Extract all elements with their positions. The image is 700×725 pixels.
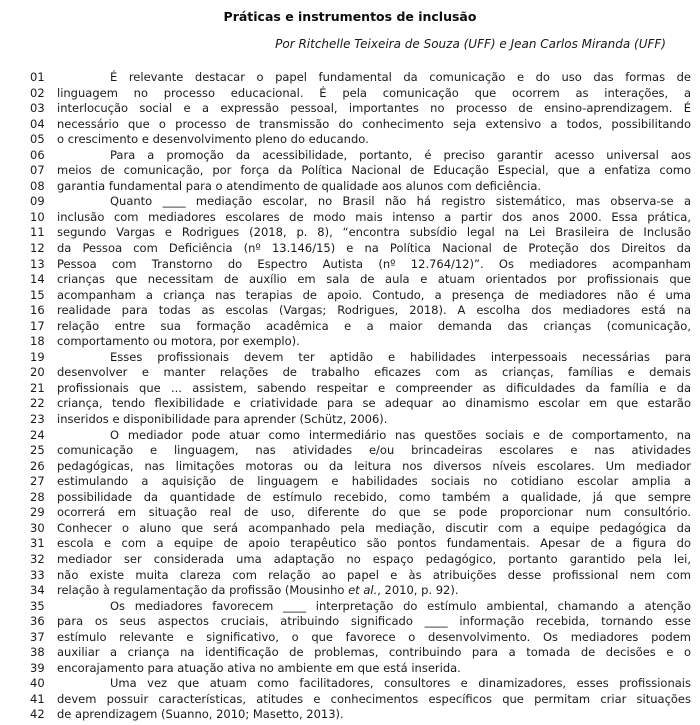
line-number: 26 (30, 458, 45, 473)
line-text (57, 179, 691, 195)
line-number: 38 (30, 645, 45, 660)
text-segment: linguagem no processo educacional. É pela comunicação que ocorrem as interações, a (57, 85, 691, 100)
line-text (57, 707, 691, 723)
text-segment: Os mediadores favorecem ____ interpretação do estímulo ambiental, chamando a atenção (110, 598, 691, 613)
line-number: 12 (30, 241, 45, 256)
text-line (30, 148, 691, 164)
line-number: 07 (30, 163, 45, 178)
text-line (30, 552, 691, 568)
text-segment: criança, tendo flexibilidade e criatividade para se adequar ao dinamismo escolar em que estarão (57, 396, 691, 411)
line-text (57, 365, 691, 381)
byline: Por Ritchelle Teixeira de Souza (UFF) e Jean Carlos Miranda (UFF) (275, 37, 666, 51)
line-text (57, 676, 691, 692)
text-line (30, 225, 691, 241)
line-text (57, 117, 691, 133)
text-line (30, 101, 691, 117)
text-segment: Conhecer o aluno que será acompanhado pela mediação, discutir com a equipe pedagógica da (57, 520, 691, 535)
line-number: 37 (30, 629, 45, 644)
text-segment: O mediador pode atuar como intermediário nas questões sociais e de comportamento, na (110, 427, 691, 442)
text-segment: encorajamento para atuação ativa no ambiente em que está inserida. (57, 660, 461, 675)
line-text (57, 428, 691, 444)
text-body (0, 70, 700, 723)
text-line (30, 630, 691, 646)
text-line (30, 707, 691, 723)
line-text (57, 194, 691, 210)
text-line (30, 676, 691, 692)
line-number: 02 (30, 85, 45, 100)
text-line (30, 661, 691, 677)
text-segment: relação à regulamentação da profissão (Mousinho (57, 583, 349, 598)
text-segment: inseridos e disponibilidade para aprender (Schütz, 2006). (57, 412, 388, 427)
text-segment: relação entre sua formação acadêmica e a maior demanda das crianças (comunicação, (57, 318, 691, 333)
text-segment: para os seus aspectos cruciais, atribuindo significado ____ informação recebida, tornando esse (57, 614, 691, 629)
line-text (57, 210, 691, 226)
text-line (30, 241, 691, 257)
text-line (30, 288, 691, 304)
text-line (30, 412, 691, 428)
line-number: 36 (30, 614, 45, 629)
text-line (30, 505, 691, 521)
line-text (57, 86, 691, 102)
line-text (57, 241, 691, 257)
text-line (30, 117, 691, 133)
text-line (30, 70, 691, 86)
line-text (57, 490, 691, 506)
line-text (57, 70, 691, 86)
text-line (30, 381, 691, 397)
text-line (30, 303, 691, 319)
line-number: 40 (30, 676, 45, 691)
text-line (30, 428, 691, 444)
text-line (30, 210, 691, 226)
text-line (30, 350, 691, 366)
text-line (30, 319, 691, 335)
line-number: 19 (30, 349, 45, 364)
line-text (57, 334, 691, 350)
line-text (57, 148, 691, 164)
line-text (57, 412, 691, 428)
line-number: 18 (30, 334, 45, 349)
text-segment: inclusão com mediadores escolares de modo mais intenso a partir dos anos 2000. Essa prática, (57, 209, 691, 224)
line-text (57, 630, 691, 646)
text-line (30, 179, 691, 195)
line-text (57, 583, 691, 599)
line-text (57, 645, 691, 661)
text-line (30, 583, 691, 599)
line-number: 39 (30, 660, 45, 675)
line-number: 35 (30, 598, 45, 613)
line-number: 01 (30, 70, 45, 84)
text-segment: realidade para todas as escolas (Vargas; Rodrigues, 2018). A escolha dos mediadores está na (57, 303, 691, 318)
text-segment: comportamento ou motora, por exemplo). (57, 334, 300, 349)
line-number: 30 (30, 520, 45, 535)
text-line (30, 272, 691, 288)
text-segment: auxiliar a criança na identificação de problemas, contribuindo para a tomada de decisões e o (57, 645, 691, 660)
text-segment: desenvolver e manter relações de trabalho eficazes com as crianças, famílias e demais (57, 365, 691, 380)
text-segment: Quanto ____ mediação escolar, no Brasil não há registro sistemático, mas observa-se a (110, 194, 691, 209)
line-text (57, 396, 691, 412)
line-number: 32 (30, 551, 45, 566)
line-number: 29 (30, 505, 45, 520)
text-line (30, 86, 691, 102)
text-line (30, 645, 691, 661)
text-segment: Esses profissionais devem ter aptidão e habilidades interpessoais necessárias para (110, 349, 691, 364)
text-segment: crianças que necessitam de auxílio em sala de aula e atuam orientados por profissionais que (57, 272, 691, 287)
line-number: 14 (30, 272, 45, 287)
text-line (30, 163, 691, 179)
text-line (30, 521, 691, 537)
text-segment: garantia fundamental para o atendimento de qualidade aos alunos com deficiência. (57, 178, 542, 193)
line-text (57, 599, 691, 615)
text-line (30, 599, 691, 615)
text-segment: ocorrerá em situação real de uso, diferente do que se pode proporcionar num consultório. (57, 505, 691, 520)
line-number: 22 (30, 396, 45, 411)
line-text (57, 319, 691, 335)
line-text (57, 257, 691, 273)
text-line (30, 365, 691, 381)
line-text (57, 474, 691, 490)
line-text (57, 443, 691, 459)
text-line (30, 459, 691, 475)
text-line (30, 194, 691, 210)
line-number: 17 (30, 318, 45, 333)
text-line (30, 614, 691, 630)
line-number: 03 (30, 101, 45, 116)
line-number: 08 (30, 178, 45, 193)
text-line (30, 490, 691, 506)
text-line (30, 692, 691, 708)
line-number: 25 (30, 443, 45, 458)
line-text (57, 661, 691, 677)
line-number: 05 (30, 132, 45, 147)
text-segment: necessário que o processo de transmissão do conhecimento seja extensivo a todos, possibilitando (57, 116, 691, 131)
text-line (30, 396, 691, 412)
line-text (57, 568, 691, 584)
text-segment: , 2010, p. 92). (377, 583, 459, 598)
line-text (57, 692, 691, 708)
line-text (57, 505, 691, 521)
text-segment: comunicação e linguagem, nas atividades e/ou brincadeiras escolares e nas atividades (57, 443, 691, 458)
text-segment: de aprendizagem (Suanno, 2010; Masetto, 2013). (57, 707, 344, 722)
line-text (57, 552, 691, 568)
text-segment: escola e com a equipe de apoio terapêutico são pontos fundamentais. Apesar de a figura do (57, 536, 691, 551)
text-segment: É relevante destacar o papel fundamental da comunicação e do uso das formas de (110, 70, 691, 84)
line-text (57, 132, 691, 148)
text-segment: pedagógicas, nas limitações motoras ou da leitura nos diversos níveis escolares. Um mediador (57, 458, 691, 473)
text-segment: interlocução social e a expressão pessoal, importantes no processo de ensino-aprendizagem. É (57, 101, 691, 116)
line-text (57, 459, 691, 475)
line-text (57, 288, 691, 304)
line-text (57, 521, 691, 537)
line-number: 41 (30, 691, 45, 706)
text-line (30, 536, 691, 552)
line-number: 04 (30, 116, 45, 131)
text-segment: não existe muita clareza com relação ao papel e às atribuições desse profissional nem com (57, 567, 691, 582)
text-segment: meios de comunicação, por força da Política Nacional de Educação Especial, que a enfatiza como (57, 163, 691, 178)
text-segment: profissionais que ... assistem, sabendo respeitar e compreender as dificuldades da família e da (57, 380, 691, 395)
line-number: 21 (30, 380, 45, 395)
text-line (30, 568, 691, 584)
line-number: 16 (30, 303, 45, 318)
line-number: 10 (30, 209, 45, 224)
line-number: 13 (30, 256, 45, 271)
text-segment: estímulo relevante e significativo, o que favorece o desenvolvimento. Os mediadores podem (57, 629, 691, 644)
text-segment: devem possuir características, atitudes e conhecimentos específicos que permitam criar situações (57, 691, 691, 706)
line-number: 31 (30, 536, 45, 551)
text-segment: estimulando a aquisição de linguagem e habilidades sociais no cotidiano escolar amplia a (57, 474, 691, 489)
text-segment: Pessoa com Transtorno do Espectro Autista (nº 12.764/12)”. Os mediadores acompanham (57, 256, 691, 271)
text-segment: acompanham a criança nas terapias de apoio. Contudo, a presença de mediadores não é uma (57, 287, 691, 302)
text-segment: Para a promoção da acessibilidade, portanto, é preciso garantir acesso universal aos (110, 147, 691, 162)
page-title: Práticas e instrumentos de inclusão (223, 9, 477, 24)
line-number: 28 (30, 489, 45, 504)
line-text (57, 272, 691, 288)
text-line (30, 474, 691, 490)
line-number: 42 (30, 707, 45, 722)
line-text (57, 303, 691, 319)
line-text (57, 225, 691, 241)
line-number: 06 (30, 147, 45, 162)
line-text (57, 350, 691, 366)
line-number: 34 (30, 583, 45, 598)
line-number: 23 (30, 412, 45, 427)
line-text (57, 163, 691, 179)
line-number: 15 (30, 287, 45, 302)
line-number: 24 (30, 427, 45, 442)
text-line (30, 132, 691, 148)
text-line (30, 443, 691, 459)
line-number: 20 (30, 365, 45, 380)
text-segment: mediador ser considerada uma adaptação no espaço pedagógico, portanto garantido pela lei, (57, 551, 691, 566)
text-segment: Uma vez que atuam como facilitadores, consultores e dinamizadores, esses profissionais (110, 676, 691, 691)
text-segment: da Pessoa com Deficiência (nº 13.146/15) e na Política Nacional de Proteção dos Direitos da (57, 241, 691, 256)
line-number: 27 (30, 474, 45, 489)
italic-text-segment: et al. (348, 583, 378, 598)
text-segment: segundo Vargas e Rodrigues (2018, p. 8), “encontra subsídio legal na Lei Brasileira de Inclusão (57, 225, 691, 240)
line-text (57, 614, 691, 630)
line-text (57, 101, 691, 117)
line-number: 11 (30, 225, 45, 240)
line-number: 09 (30, 194, 45, 209)
text-line (30, 334, 691, 350)
text-segment: possibilidade da quantidade de estímulo recebido, como também a qualidade, já que sempre (57, 489, 691, 504)
text-line (30, 257, 691, 273)
text-segment: o crescimento e desenvolvimento pleno do educando. (57, 132, 369, 147)
line-text (57, 381, 691, 397)
line-text (57, 536, 691, 552)
line-number: 33 (30, 567, 45, 582)
